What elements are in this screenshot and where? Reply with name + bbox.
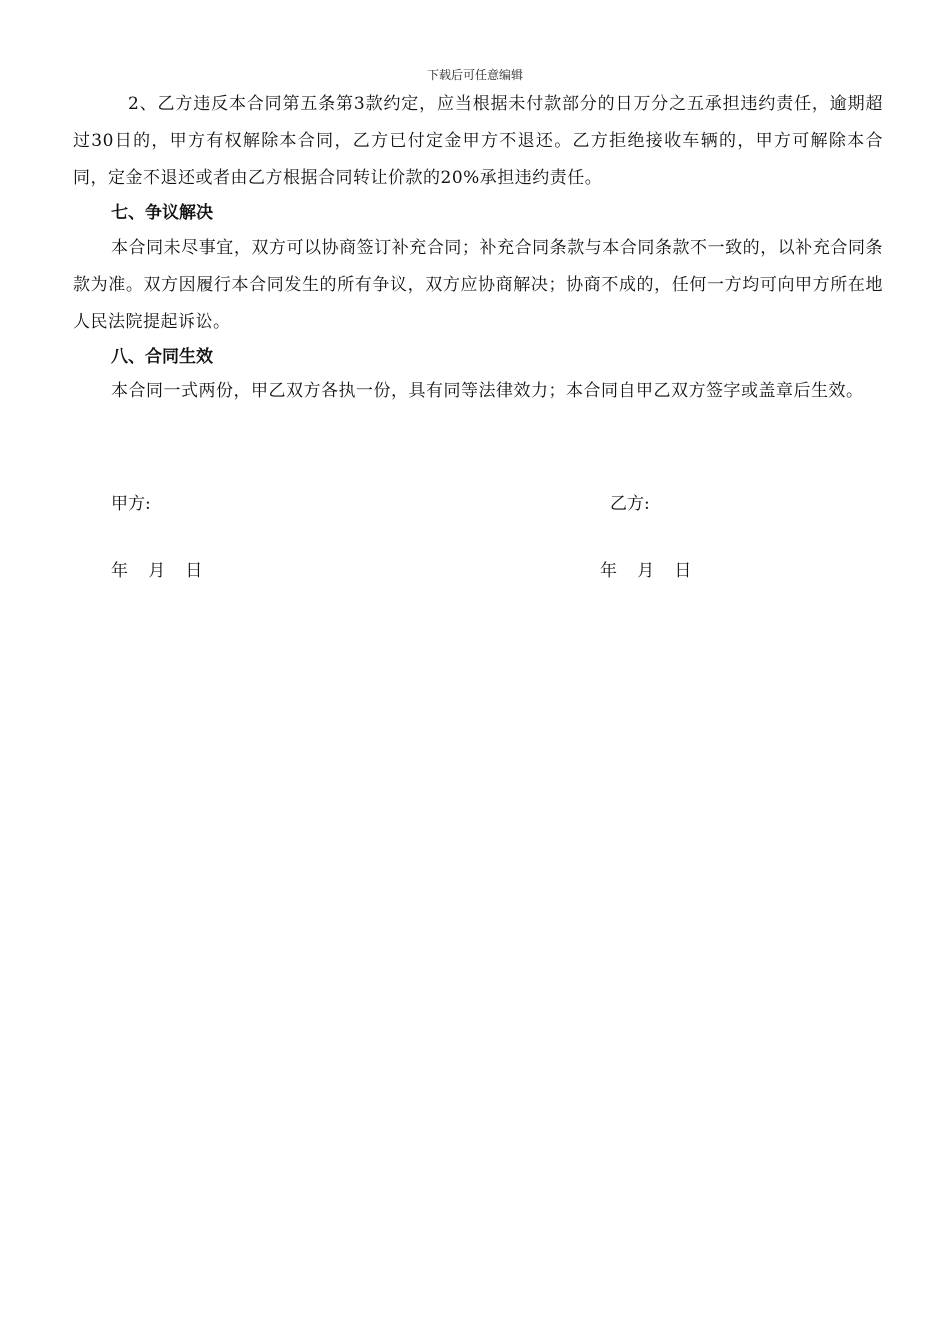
section-8-paragraph: 本合同一式两份，甲乙双方各执一份，具有同等法律效力；本合同自甲乙双方签字或盖章后生效。: [111, 381, 864, 401]
section-7-heading: 七、争议解决: [111, 203, 213, 223]
party-a-date-line: 年 月 日: [111, 561, 204, 581]
party-a-signature-label: 甲方:: [111, 494, 151, 514]
party-b-date-line: 年 月 日: [600, 561, 693, 581]
section-7-paragraph: 本合同未尽事宜，双方可以协商签订补充合同；补充合同条款与本合同条款不一致的，以补充合同条款为准。双方因履行本合同发生的所有争议，双方应协商解决；协商不成的，任何一方均可向甲方所在地人民法院提起诉讼。: [73, 238, 883, 332]
clause-2-paragraph: 2、乙方违反本合同第五条第3款约定，应当根据未付款部分的日万分之五承担违约责任，逾期超过30日的，甲方有权解除本合同，乙方已付定金甲方不退还。乙方拒绝接收车辆的，甲方可解除本合同，定金不退还或者由乙方根据合同转让价款的20%承担违约责任。: [73, 94, 883, 188]
section-8-heading: 八、合同生效: [111, 347, 213, 367]
party-b-signature-label: 乙方:: [610, 494, 650, 514]
page-header: 下载后可任意编辑: [426, 68, 523, 82]
